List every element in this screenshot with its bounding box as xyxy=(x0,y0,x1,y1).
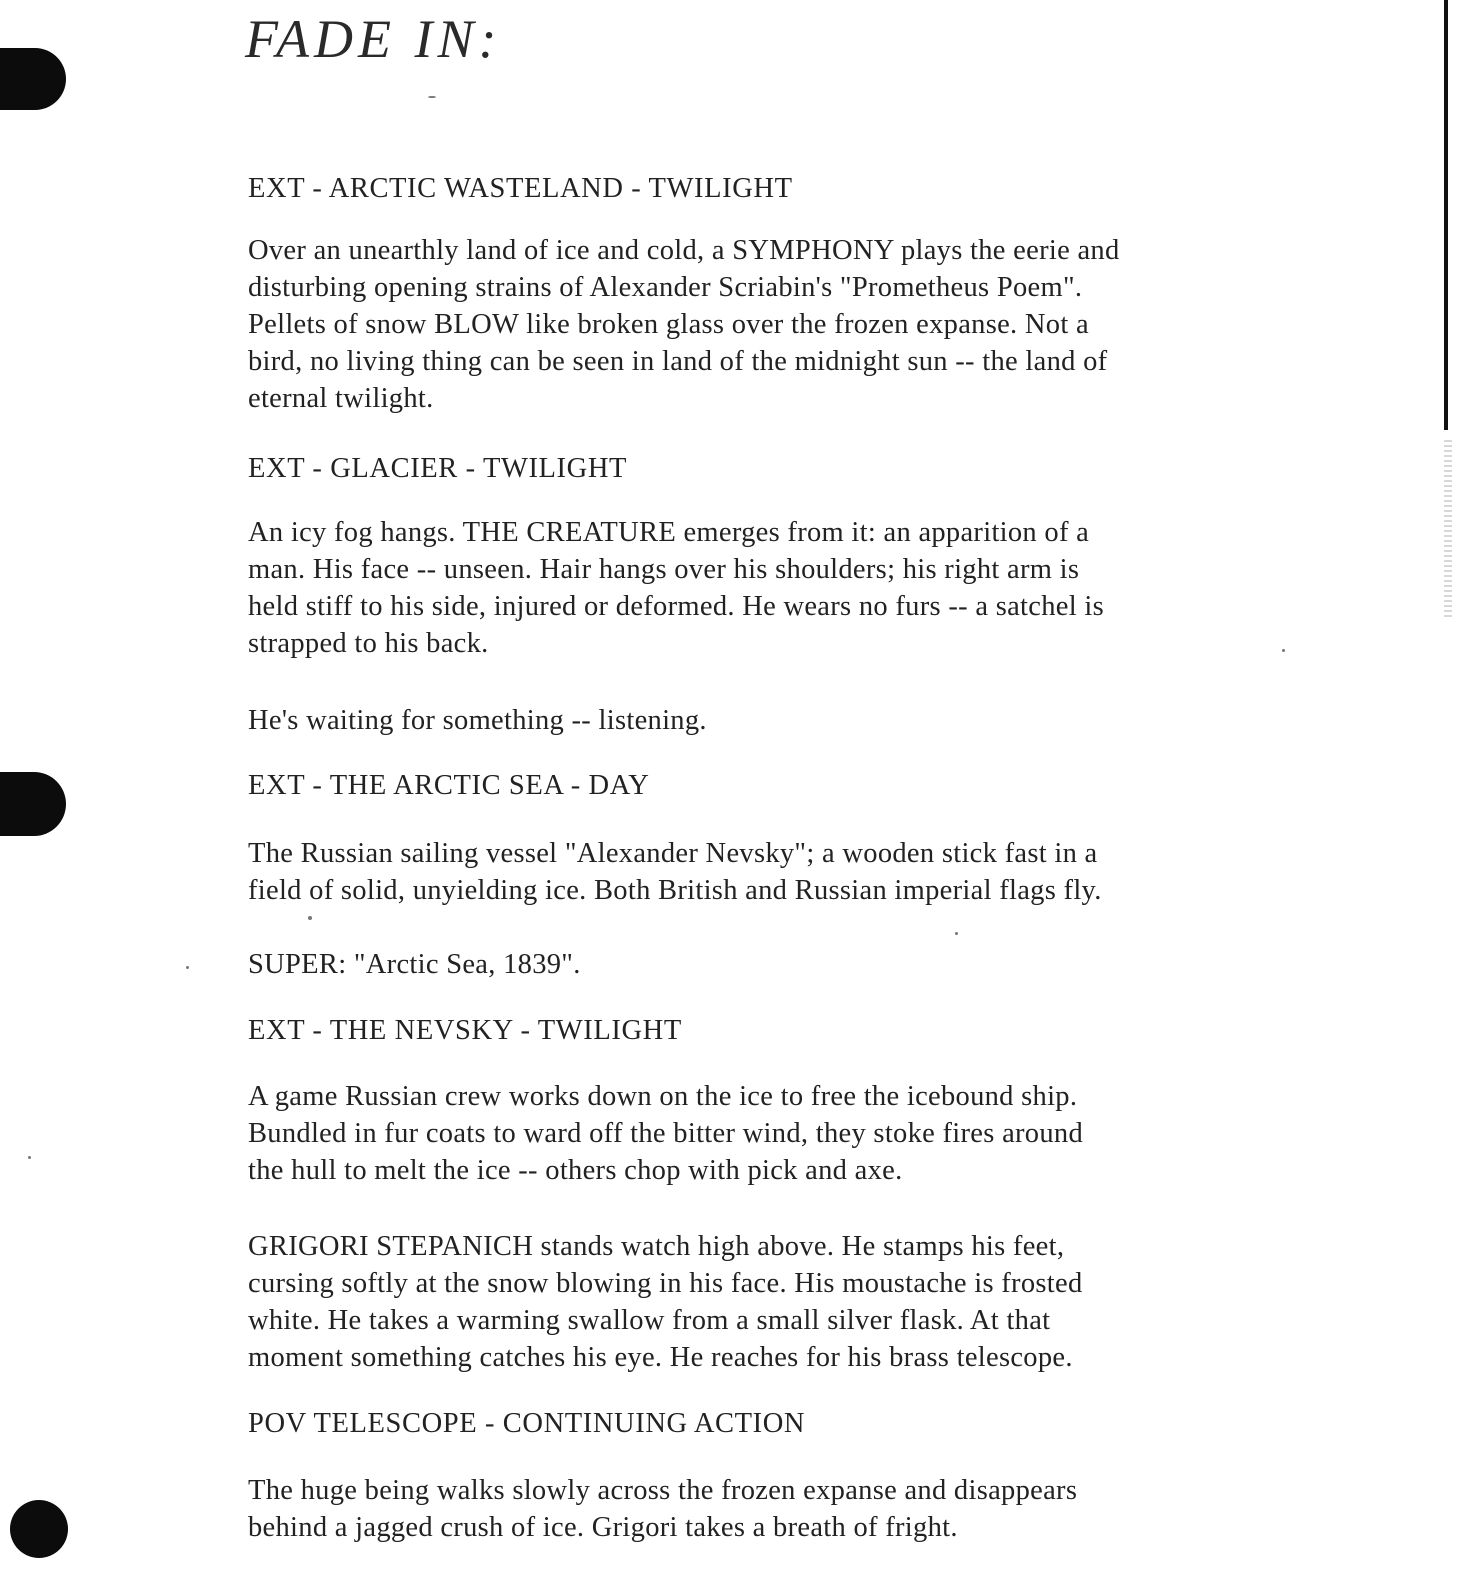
action-line: man. His face -- unseen. Hair hangs over his shoulders; his right arm is xyxy=(248,554,1080,585)
action-paragraph xyxy=(248,1078,1328,1189)
scene-heading xyxy=(248,1012,1328,1049)
action-line: The huge being walks slowly across the frozen expanse and disappears xyxy=(248,1475,1078,1506)
scene-heading-line: EXT - GLACIER - TWILIGHT xyxy=(248,453,628,484)
action-line: GRIGORI STEPANICH stands watch high above. He stamps his feet, xyxy=(248,1231,1065,1262)
scene-heading xyxy=(248,450,1328,487)
scene-heading-line: POV TELESCOPE - CONTINUING ACTION xyxy=(248,1408,806,1439)
hole-punch-bottom xyxy=(10,1500,68,1558)
action-line: Bundled in fur coats to ward off the bitter wind, they stoke fires around xyxy=(248,1118,1084,1149)
action-line: Pellets of snow BLOW like broken glass over the frozen expanse. Not a xyxy=(248,309,1089,340)
scene-heading-line: EXT - ARCTIC WASTELAND - TWILIGHT xyxy=(248,173,793,204)
fade-in-heading: FADE IN: xyxy=(245,9,502,69)
action-line: moment something catches his eye. He reaches for his brass telescope. xyxy=(248,1342,1073,1373)
action-paragraph xyxy=(248,232,1328,417)
speck xyxy=(186,966,189,969)
speck xyxy=(28,1156,31,1159)
action-line: A game Russian crew works down on the ice to free the icebound ship. xyxy=(248,1081,1078,1112)
hole-punch-middle xyxy=(0,772,66,836)
action-paragraph xyxy=(248,1228,1328,1376)
action-line: eternal twilight. xyxy=(248,383,434,414)
scan-edge-noise xyxy=(1444,440,1452,620)
action-line: the hull to melt the ice -- others chop with pick and axe. xyxy=(248,1155,903,1186)
action-line: strapped to his back. xyxy=(248,628,489,659)
action-paragraph xyxy=(248,1472,1328,1546)
action-line: white. He takes a warming swallow from a small silver flask. At that xyxy=(248,1305,1051,1336)
action-paragraph xyxy=(248,514,1328,662)
super-line: SUPER: "Arctic Sea, 1839". xyxy=(248,949,581,980)
scan-edge-line xyxy=(1444,0,1448,430)
super-caption xyxy=(248,946,1328,983)
action-line: He's waiting for something -- listening. xyxy=(248,705,707,736)
action-line: field of solid, unyielding ice. Both British and Russian imperial flags fly. xyxy=(248,875,1102,906)
action-line: The Russian sailing vessel "Alexander Nevsky"; a wooden stick fast in a xyxy=(248,838,1098,869)
action-line: An icy fog hangs. THE CREATURE emerges from it: an apparition of a xyxy=(248,517,1090,548)
scene-heading-line: EXT - THE NEVSKY - TWILIGHT xyxy=(248,1015,682,1046)
speck xyxy=(955,932,958,935)
action-paragraph xyxy=(248,835,1328,909)
speck xyxy=(308,916,312,920)
scene-heading-line: EXT - THE ARCTIC SEA - DAY xyxy=(248,770,650,801)
action-line: cursing softly at the snow blowing in his face. His moustache is frosted xyxy=(248,1268,1083,1299)
scene-heading xyxy=(248,170,1328,207)
action-line: held stiff to his side, injured or deformed. He wears no furs -- a satchel is xyxy=(248,591,1104,622)
scene-heading xyxy=(248,1405,1328,1442)
scene-heading xyxy=(248,767,1328,804)
action-line: bird, no living thing can be seen in land of the midnight sun -- the land of xyxy=(248,346,1108,377)
action-line: disturbing opening strains of Alexander Scriabin's "Prometheus Poem". xyxy=(248,272,1083,303)
hole-punch-top xyxy=(0,48,66,110)
action-line: Over an unearthly land of ice and cold, a SYMPHONY plays the eerie and xyxy=(248,235,1120,266)
speck xyxy=(428,96,436,98)
action-paragraph xyxy=(248,702,1328,739)
action-line: behind a jagged crush of ice. Grigori takes a breath of fright. xyxy=(248,1512,958,1543)
